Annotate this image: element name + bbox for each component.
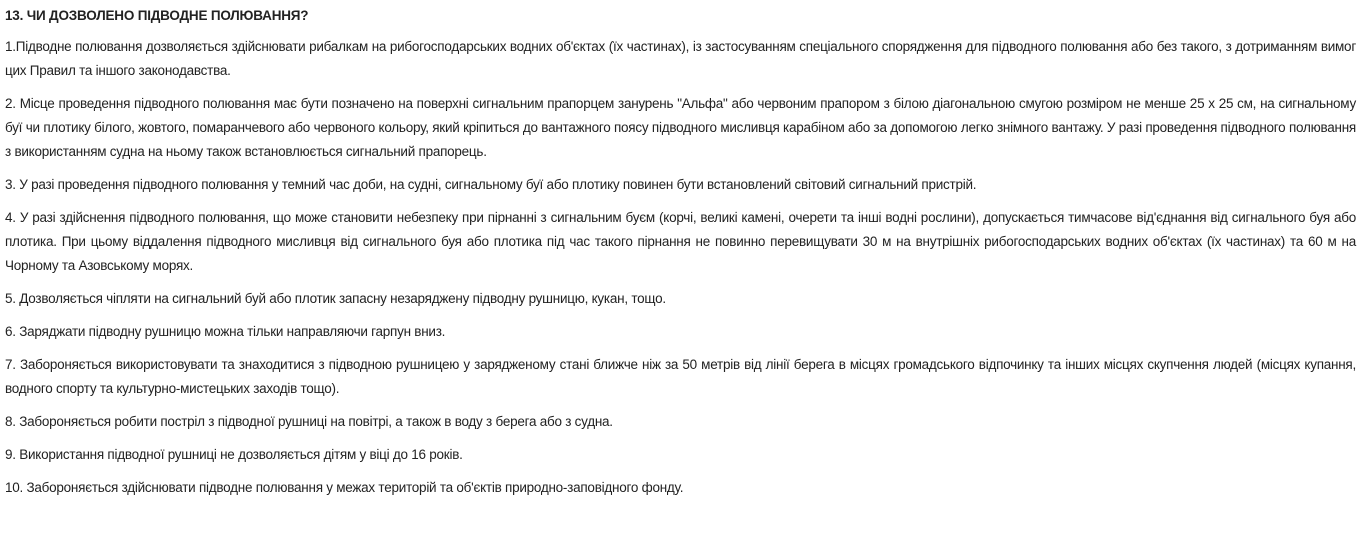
rule-paragraph-4: 4. У разі здійснення підводного полювання, що може становити небезпеку при пірнанні з сигнальним буєм (корчі, великі камені, очерети та інші водні рослини), допускається тимчасове від'єднання від сигнального буя або плотика. При цьому віддалення підводного мисливця від сигнального буя або плотика під час такого пірнання не повинно перевищувати 30 м на внутрішніх рибогосподарських водних об'єктах (їх частинах) та 60 м на Чорному та Азовському морях. — [5, 210, 1356, 273]
rule-paragraph-9: 9. Використання підводної рушниці не дозволяється дітям у віці до 16 років. — [5, 447, 463, 462]
rule-paragraph-2: 2. Місце проведення підводного полювання має бути позначено на поверхні сигнальним прапорцем занурень "Альфа" або червоним прапором з білою діагональною смугою розміром не менше 25 х 25 см, на сигнальному буї чи плотику білого, жовтого, помаранчевого або червоного кольору, який кріпиться до вантажного поясу підводного мисливця карабіном або за допомогою легко знімного вантажу. У разі проведення підводного полювання з використанням судна на ньому також встановлюється сигнальний прапорець. — [5, 96, 1356, 159]
rule-paragraph-1: 1.Підводне полювання дозволяється здійснювати рибалкам на рибогосподарських водних об'єктах (їх частинах), із застосуванням спеціального спорядження для підводного полювання або без такого, з дотриманням вимог цих Правил та іншого законодавства. — [5, 39, 1356, 78]
rule-paragraph-3: 3. У разі проведення підводного полювання у темний час доби, на судні, сигнальному буї або плотику повинен бути встановлений світовий сигнальний пристрій. — [5, 177, 977, 192]
rule-paragraph-7: 7. Забороняється використовувати та знаходитися з підводною рушницею у зарядженому стані ближче ніж за 50 метрів від лінії берега в місцях громадського відпочинку та інших місцях скупчення людей (місцях купання, водного спорту та культурно-мистецьких заходів тощо). — [5, 357, 1356, 396]
rule-paragraph-8: 8. Забороняється робити постріл з підводної рушниці на повітрі, а також в воду з берега або з судна. — [5, 414, 613, 429]
rule-paragraph-5: 5. Дозволяється чіпляти на сигнальний буй або плотик запасну незаряджену підводну рушницю, кукан, тощо. — [5, 291, 666, 306]
section-heading: 13. ЧИ ДОЗВОЛЕНО ПІДВОДНЕ ПОЛЮВАННЯ? — [5, 8, 309, 23]
rule-paragraph-10: 10. Забороняється здійснювати підводне полювання у межах територій та об'єктів природно-заповідного фонду. — [5, 480, 684, 495]
rule-paragraph-6: 6. Заряджати підводну рушницю можна тільки направляючи гарпун вниз. — [5, 324, 446, 339]
